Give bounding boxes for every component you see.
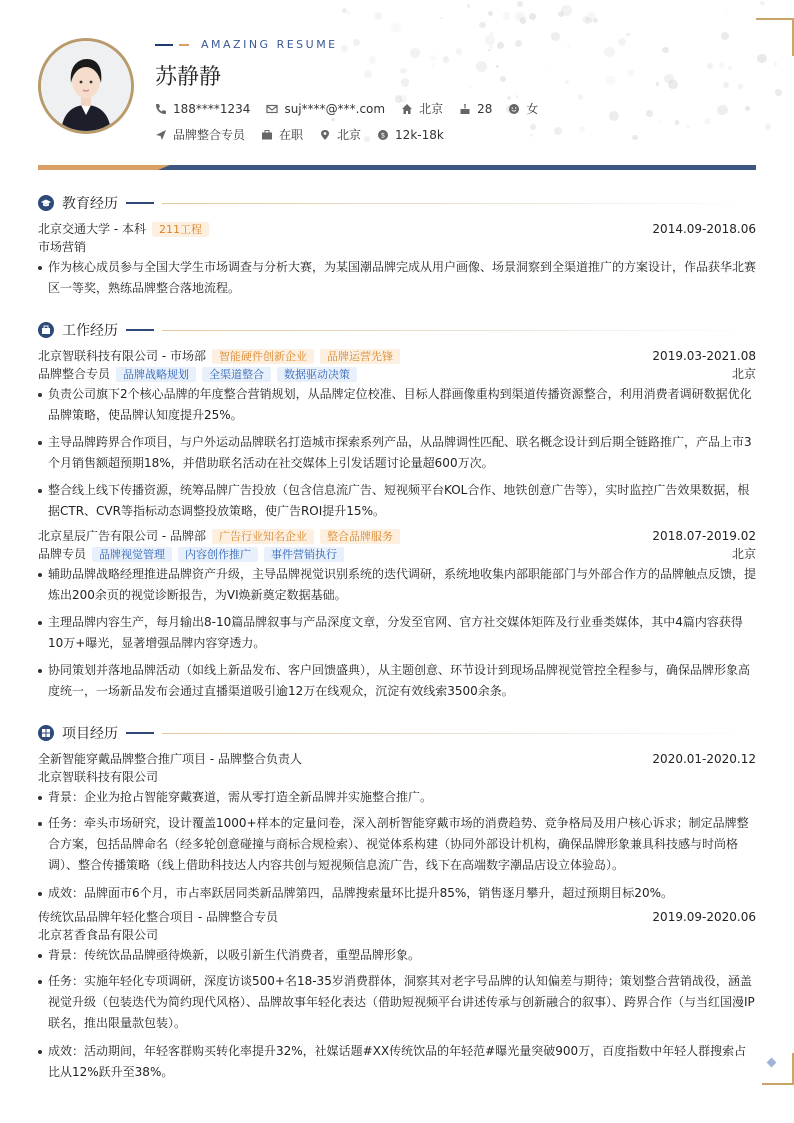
section-title: 工作经历 bbox=[62, 323, 118, 339]
job-intent-row bbox=[155, 126, 460, 143]
list-item: 背景：传统饮品品牌亟待焕新，以吸引新生代消费者，重塑品牌形象。 bbox=[38, 945, 756, 966]
decorative-dot bbox=[658, 119, 661, 122]
decorative-dot bbox=[554, 127, 562, 135]
education-major-row bbox=[38, 239, 756, 255]
decorative-dot bbox=[496, 65, 498, 67]
decorative-dot bbox=[485, 35, 495, 45]
decorative-dot bbox=[410, 48, 419, 57]
decorative-dot bbox=[618, 38, 626, 46]
age-info bbox=[459, 102, 492, 116]
phone-info bbox=[155, 102, 250, 116]
list-item: 作为核心成员参与全国大学生市场调查与分析大赛，为某国潮品牌完成从用户画像、场景洞察到全渠道推广的方案设计，作品获华北赛区一等奖，熟练品牌整合落地流程。 bbox=[38, 257, 756, 299]
decorative-dot bbox=[561, 5, 572, 16]
decorative-dot bbox=[745, 106, 750, 111]
decorative-dot bbox=[565, 80, 569, 84]
decorative-dot bbox=[500, 76, 506, 82]
list-item: 辅助品牌战略经理推进品牌资产升级，主导品牌视觉识别系统的迭代调研，系统地收集内部职能部门与外部合作方的品牌触点反馈，提炼出200余页的视觉诊断报告，为VI焕新奠定数据基础。 bbox=[38, 564, 756, 606]
company-tag: 智能硬件创新企业 bbox=[212, 349, 314, 364]
skill-tag: 内容创作推广 bbox=[178, 547, 258, 562]
smile-icon bbox=[508, 103, 520, 115]
decorative-dot bbox=[331, 118, 335, 122]
coin-icon bbox=[377, 129, 389, 141]
age-value: 28 bbox=[477, 101, 493, 116]
decorative-dot bbox=[488, 11, 493, 16]
phone-icon bbox=[155, 103, 167, 115]
work-entry-header bbox=[38, 348, 756, 364]
work-period: 2019.03-2021.08 bbox=[652, 349, 756, 363]
decorative-dot bbox=[529, 13, 536, 20]
work-entry-header bbox=[38, 528, 756, 544]
decorative-dot bbox=[723, 82, 729, 88]
city-value: 北京 bbox=[419, 102, 444, 116]
company-name: 北京智联科技有限公司 - 市场部 bbox=[38, 349, 206, 363]
section-title: 教育经历 bbox=[62, 196, 118, 212]
decorative-dot bbox=[549, 64, 551, 66]
decorative-dot bbox=[656, 82, 659, 85]
decorative-dot bbox=[431, 63, 434, 66]
list-item: 整合线上线下传播资源，统筹品牌广告投放（包含信息流广告、短视频平台KOL合作、地铁创意广告等），实时监控广告效果数据，根据CTR、CVR等指标动态调整投放策略，使广告ROI提升15%。 bbox=[38, 480, 756, 522]
contact-row bbox=[155, 100, 554, 117]
school-badge: 211工程 bbox=[152, 222, 209, 237]
skill-tag: 全渠道整合 bbox=[202, 367, 271, 382]
list-item: 主导品牌跨界合作项目，与户外运动品牌联名打造城市探索系列产品，从品牌调性匹配、联名概念设计到后期全链路推广，产品上市3个月销售额超预期18%，并借助联名活动在社交媒体上引发话题讨论量超600万次。 bbox=[38, 432, 756, 474]
major-name: 市场营销 bbox=[38, 240, 87, 254]
decorative-dot bbox=[530, 134, 533, 137]
education-period: 2014.09-2018.06 bbox=[652, 222, 756, 236]
location-pin-icon bbox=[319, 129, 331, 141]
decorative-dot bbox=[476, 61, 487, 72]
decorative-dot bbox=[515, 12, 524, 21]
work-role-row bbox=[38, 366, 756, 382]
phone-value: 188****1234 bbox=[173, 101, 251, 116]
decorative-dot bbox=[391, 23, 400, 32]
decorative-dot bbox=[530, 124, 537, 131]
decorative-dot bbox=[341, 45, 348, 52]
work-city: 北京 bbox=[731, 367, 756, 381]
role-name: 品牌整合专员 bbox=[38, 367, 111, 381]
corner-decoration-bottom bbox=[762, 1053, 794, 1085]
decorative-dot bbox=[609, 111, 619, 121]
decorative-dot bbox=[626, 33, 630, 37]
project-company-row bbox=[38, 769, 756, 785]
salary-value: 12k-18k bbox=[395, 127, 444, 142]
work-role-row bbox=[38, 546, 756, 562]
header-divider-bar bbox=[38, 165, 756, 170]
skill-tag: 数据驱动决策 bbox=[277, 367, 357, 382]
decorative-dot bbox=[369, 56, 377, 64]
decorative-dot bbox=[467, 4, 471, 8]
cake-icon bbox=[459, 103, 471, 115]
decorative-dot bbox=[604, 47, 615, 58]
grid-icon bbox=[38, 725, 54, 741]
portrait-photo bbox=[41, 41, 131, 131]
project-period: 2019.09-2020.06 bbox=[652, 910, 756, 924]
work-city: 北京 bbox=[731, 547, 756, 561]
project-company: 北京智联科技有限公司 bbox=[38, 770, 159, 784]
candidate-name: 苏静静 bbox=[155, 65, 222, 90]
avatar bbox=[38, 38, 134, 134]
decorative-dot bbox=[469, 86, 471, 88]
decorative-dot bbox=[632, 135, 638, 141]
decorative-dot bbox=[738, 84, 743, 89]
decorative-dot bbox=[719, 62, 725, 68]
decorative-dot bbox=[585, 17, 592, 24]
project-entry-header bbox=[38, 751, 756, 767]
skill-tag: 品牌战略规划 bbox=[116, 367, 196, 382]
project-period: 2020.01-2020.12 bbox=[652, 752, 756, 766]
project-name: 传统饮品品牌年轻化整合项目 - 品牌整合专员 bbox=[38, 910, 278, 924]
decorative-dot bbox=[687, 125, 690, 128]
project-entry-header bbox=[38, 909, 756, 925]
decorative-dot bbox=[517, 1, 523, 7]
graduation-cap-icon bbox=[38, 195, 54, 211]
work-period: 2018.07-2019.02 bbox=[652, 529, 756, 543]
salary-info bbox=[377, 128, 444, 142]
expected-city-value: 北京 bbox=[337, 128, 362, 142]
decorative-dot bbox=[721, 32, 729, 40]
decorative-dot bbox=[567, 44, 571, 48]
home-icon bbox=[401, 103, 413, 115]
decorative-dot bbox=[646, 110, 652, 116]
decorative-dot bbox=[401, 78, 409, 86]
decorative-dot bbox=[479, 22, 486, 29]
project-company-row bbox=[38, 927, 756, 943]
briefcase-icon bbox=[38, 322, 54, 338]
skill-tag: 事件营销执行 bbox=[264, 547, 344, 562]
email-info bbox=[266, 102, 385, 116]
decorative-dot bbox=[760, 1, 764, 5]
decorative-dot bbox=[579, 126, 585, 132]
decorative-dot bbox=[440, 17, 442, 19]
decorative-dot bbox=[774, 62, 778, 66]
status-info bbox=[261, 126, 303, 143]
decorative-dot bbox=[443, 56, 449, 62]
company-tag: 品牌运营先锋 bbox=[320, 349, 400, 364]
decorative-dot bbox=[668, 80, 678, 90]
decorative-dot bbox=[364, 70, 372, 78]
decorative-dot bbox=[516, 95, 518, 97]
decorative-dot bbox=[707, 63, 713, 69]
section-header-project bbox=[38, 723, 756, 743]
decorative-dot bbox=[430, 55, 436, 61]
send-icon bbox=[155, 129, 167, 141]
list-item: 任务：牵头市场研究，设计覆盖1000+样本的定量问卷，深入剖析智能穿戴市场的消费趋势、竞争格局及用户核心诉求；制定品牌整合方案，包括品牌命名（经多轮创意碰撞与商标合规检索）、视觉体系构建（协同外部设计机构，确保品牌形象兼具科技感与时尚格调）、整合传播策略（线上借助科技达人内容共创与短视频信息流广告，线下在高端数字潮品店设立体验岛）。 bbox=[38, 813, 756, 876]
decorative-dot bbox=[704, 118, 711, 125]
resume-tagline bbox=[155, 38, 338, 51]
decorative-dot bbox=[488, 49, 490, 51]
briefcase-icon bbox=[261, 129, 273, 141]
decorative-dot bbox=[503, 12, 510, 19]
email-value: suj****@***.com bbox=[284, 101, 386, 116]
company-tag: 广告行业知名企业 bbox=[212, 529, 314, 544]
decorative-dot bbox=[551, 32, 560, 41]
list-item: 负责公司旗下2个核心品牌的年度整合营销规划，从品牌定位校准、目标人群画像重构到渠道传播资源整合，利用消费者调研数据优化品牌策略，使品牌认知度提升25%。 bbox=[38, 384, 756, 426]
decorative-dot bbox=[353, 39, 359, 45]
role-name: 品牌专员 bbox=[38, 547, 87, 561]
decorative-dot bbox=[726, 12, 729, 15]
list-item: 主理品牌内容生产，每月输出8-10篇品牌叙事与产品深度文章，分发至官网、官方社交媒体矩阵及行业垂类媒体，其中4篇内容获得10万+曝光，显著增强品牌内容穿透力。 bbox=[38, 612, 756, 654]
decorative-dot bbox=[375, 12, 383, 20]
expected-city-info bbox=[319, 126, 361, 143]
decorative-dot bbox=[400, 68, 406, 74]
decorative-dot bbox=[593, 18, 597, 22]
svg-text:$: $ bbox=[380, 131, 386, 140]
city-info bbox=[401, 100, 443, 117]
mail-icon bbox=[266, 103, 278, 115]
decorative-dot bbox=[765, 124, 771, 130]
decorative-dot bbox=[606, 76, 615, 85]
decorative-dot bbox=[675, 120, 679, 124]
section-title: 项目经历 bbox=[62, 726, 118, 742]
decorative-dot bbox=[578, 94, 584, 100]
position-info bbox=[155, 126, 245, 143]
decorative-dot bbox=[662, 47, 668, 53]
corner-decoration-top bbox=[756, 18, 794, 56]
list-item: 成效：品牌面市6个月，市占率跃居同类新品牌第四，品牌搜索量环比提升85%，销售逐月攀升，超过预期目标20%。 bbox=[38, 883, 756, 904]
decorative-dot bbox=[515, 40, 522, 47]
section-header-education bbox=[38, 193, 756, 213]
status-value: 在职 bbox=[279, 128, 304, 142]
decorative-dot bbox=[456, 48, 463, 55]
section-header-work bbox=[38, 320, 756, 340]
decorative-dot bbox=[717, 105, 727, 115]
education-entry-header bbox=[38, 221, 756, 237]
decorative-dot bbox=[627, 69, 634, 76]
tagline-text: AMAZING RESUME bbox=[201, 38, 338, 51]
decorative-dot bbox=[497, 42, 505, 50]
company-name: 北京星辰广告有限公司 - 品牌部 bbox=[38, 529, 206, 543]
project-name: 全新智能穿戴品牌整合推广项目 - 品牌整合负责人 bbox=[38, 752, 302, 766]
gender-info bbox=[508, 100, 538, 117]
list-item: 任务：实施年轻化专项调研，深度访谈500+名18-35岁消费群体，洞察其对老字号品牌的认知偏差与期待；策划整合营销战役，涵盖视觉升级（包装迭代为简约现代风格）、品牌故事年轻化表达（借助短视频平台讲述传承与创新融合的叙事）、跨界合作（与当红国漫IP联名，推出限量款包装）。 bbox=[38, 971, 756, 1034]
list-item: 协同策划并落地品牌活动（如线上新品发布、客户回馈盛典），从主题创意、环节设计到现场品牌视觉管控全程参与，确保品牌形象高度统一，一场新品发布会通过直播渠道吸引逾12万在线观众，沉淀有效线索3500余条。 bbox=[38, 660, 756, 702]
decorative-dot bbox=[347, 11, 351, 15]
project-company: 北京茗香食品有限公司 bbox=[38, 928, 159, 942]
list-item: 背景：企业为抢占智能穿戴赛道，需从零打造全新品牌并实施整合推广。 bbox=[38, 787, 756, 808]
school-name: 北京交通大学 - 本科 bbox=[38, 222, 146, 236]
list-item: 成效：活动期间，年轻客群购买转化率提升32%，社媒话题#XX传统饮品的年轻范#曝光量突破900万，百度指数中年轻人群搜索占比从12%跃升至38%。 bbox=[38, 1041, 756, 1083]
company-tag: 整合品牌服务 bbox=[320, 529, 400, 544]
position-value: 品牌整合专员 bbox=[173, 128, 246, 142]
gender-value: 女 bbox=[526, 102, 539, 116]
skill-tag: 品牌视觉管理 bbox=[92, 547, 172, 562]
decorative-dot bbox=[775, 89, 782, 96]
decorative-dot bbox=[728, 66, 732, 70]
